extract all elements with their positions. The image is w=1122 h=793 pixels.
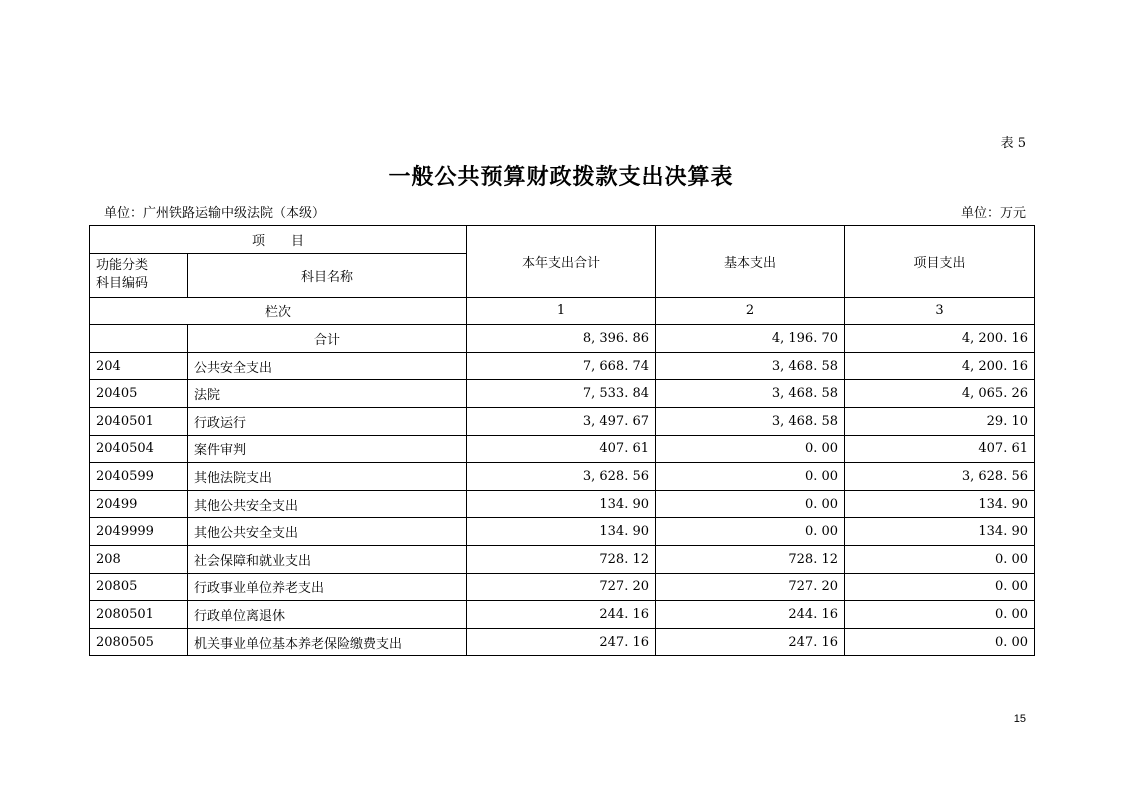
row-total: 7, 668. 74	[467, 352, 656, 380]
row-code: 2040599	[90, 463, 188, 491]
table-row	[90, 573, 1035, 601]
row-total: 3, 628. 56	[467, 463, 656, 491]
table-row	[90, 628, 1035, 656]
row-code: 2080501	[90, 601, 188, 629]
row-code: 2040504	[90, 435, 188, 463]
index-row	[90, 297, 1035, 325]
table-row	[90, 601, 1035, 629]
row-subject-name: 社会保障和就业支出	[188, 545, 467, 573]
total-project: 4, 200. 16	[845, 325, 1035, 353]
row-project: 0. 00	[845, 601, 1035, 629]
header-project-expenditure: 项目支出	[845, 226, 1035, 298]
total-row	[90, 325, 1035, 353]
row-basic: 3, 468. 58	[656, 407, 845, 435]
row-basic: 3, 468. 58	[656, 352, 845, 380]
total-code	[90, 325, 188, 353]
header-row-1	[90, 226, 1035, 254]
row-total: 134. 90	[467, 518, 656, 546]
row-basic: 0. 00	[656, 490, 845, 518]
row-project: 134. 90	[845, 518, 1035, 546]
row-code: 2080505	[90, 628, 188, 656]
row-basic: 0. 00	[656, 463, 845, 491]
row-code: 20499	[90, 490, 188, 518]
row-basic: 728. 12	[656, 545, 845, 573]
table-row	[90, 545, 1035, 573]
budget-table	[89, 225, 1035, 656]
row-subject-name: 案件审判	[188, 435, 467, 463]
row-subject-name: 公共安全支出	[188, 352, 467, 380]
index-3: 3	[845, 297, 1035, 325]
table-row	[90, 463, 1035, 491]
row-code: 208	[90, 545, 188, 573]
row-code: 2049999	[90, 518, 188, 546]
row-code: 2040501	[90, 407, 188, 435]
row-project: 3, 628. 56	[845, 463, 1035, 491]
row-subject-name: 行政单位离退休	[188, 601, 467, 629]
header-function-code	[90, 253, 188, 297]
page-title: 一般公共预算财政拨款支出决算表	[388, 164, 734, 190]
table-row	[90, 490, 1035, 518]
row-total: 407. 61	[467, 435, 656, 463]
unit-organization: 单位：广州铁路运输中级法院（本级）	[104, 206, 326, 221]
row-total: 247. 16	[467, 628, 656, 656]
row-subject-name: 法院	[188, 380, 467, 408]
header-total-expenditure: 本年支出合计	[467, 226, 656, 298]
row-subject-name: 其他公共安全支出	[188, 490, 467, 518]
row-subject-name: 其他公共安全支出	[188, 518, 467, 546]
total-label: 合计	[188, 325, 467, 353]
index-2: 2	[656, 297, 845, 325]
header-subject-name: 科目名称	[188, 253, 467, 297]
row-basic: 247. 16	[656, 628, 845, 656]
row-project: 0. 00	[845, 573, 1035, 601]
header-function-code-line2: 科目编码	[96, 276, 149, 292]
row-total: 244. 16	[467, 601, 656, 629]
total-total: 8, 396. 86	[467, 325, 656, 353]
row-code: 204	[90, 352, 188, 380]
unit-currency: 单位：万元	[960, 206, 1026, 221]
row-subject-name: 其他法院支出	[188, 463, 467, 491]
table-row	[90, 518, 1035, 546]
page-number: 15	[1013, 713, 1026, 725]
index-1: 1	[467, 297, 656, 325]
row-project: 4, 200. 16	[845, 352, 1035, 380]
table-row	[90, 435, 1035, 463]
row-total: 3, 497. 67	[467, 407, 656, 435]
row-basic: 0. 00	[656, 518, 845, 546]
row-subject-name: 行政事业单位养老支出	[188, 573, 467, 601]
header-basic-expenditure: 基本支出	[656, 226, 845, 298]
row-project: 134. 90	[845, 490, 1035, 518]
row-project: 29. 10	[845, 407, 1035, 435]
table-row	[90, 352, 1035, 380]
row-total: 727. 20	[467, 573, 656, 601]
row-total: 728. 12	[467, 545, 656, 573]
row-total: 134. 90	[467, 490, 656, 518]
row-project: 0. 00	[845, 545, 1035, 573]
index-label: 栏次	[90, 297, 467, 325]
header-function-code-line1: 功能分类	[96, 258, 149, 274]
row-project: 4, 065. 26	[845, 380, 1035, 408]
row-code: 20805	[90, 573, 188, 601]
header-item: 项 目	[90, 226, 467, 254]
row-subject-name: 机关事业单位基本养老保险缴费支出	[188, 628, 467, 656]
row-code: 20405	[90, 380, 188, 408]
row-total: 7, 533. 84	[467, 380, 656, 408]
row-basic: 244. 16	[656, 601, 845, 629]
table-number: 表 5	[1000, 136, 1026, 151]
row-project: 0. 00	[845, 628, 1035, 656]
row-basic: 727. 20	[656, 573, 845, 601]
row-basic: 3, 468. 58	[656, 380, 845, 408]
row-basic: 0. 00	[656, 435, 845, 463]
total-basic: 4, 196. 70	[656, 325, 845, 353]
table-row	[90, 407, 1035, 435]
table-row	[90, 380, 1035, 408]
row-subject-name: 行政运行	[188, 407, 467, 435]
row-project: 407. 61	[845, 435, 1035, 463]
